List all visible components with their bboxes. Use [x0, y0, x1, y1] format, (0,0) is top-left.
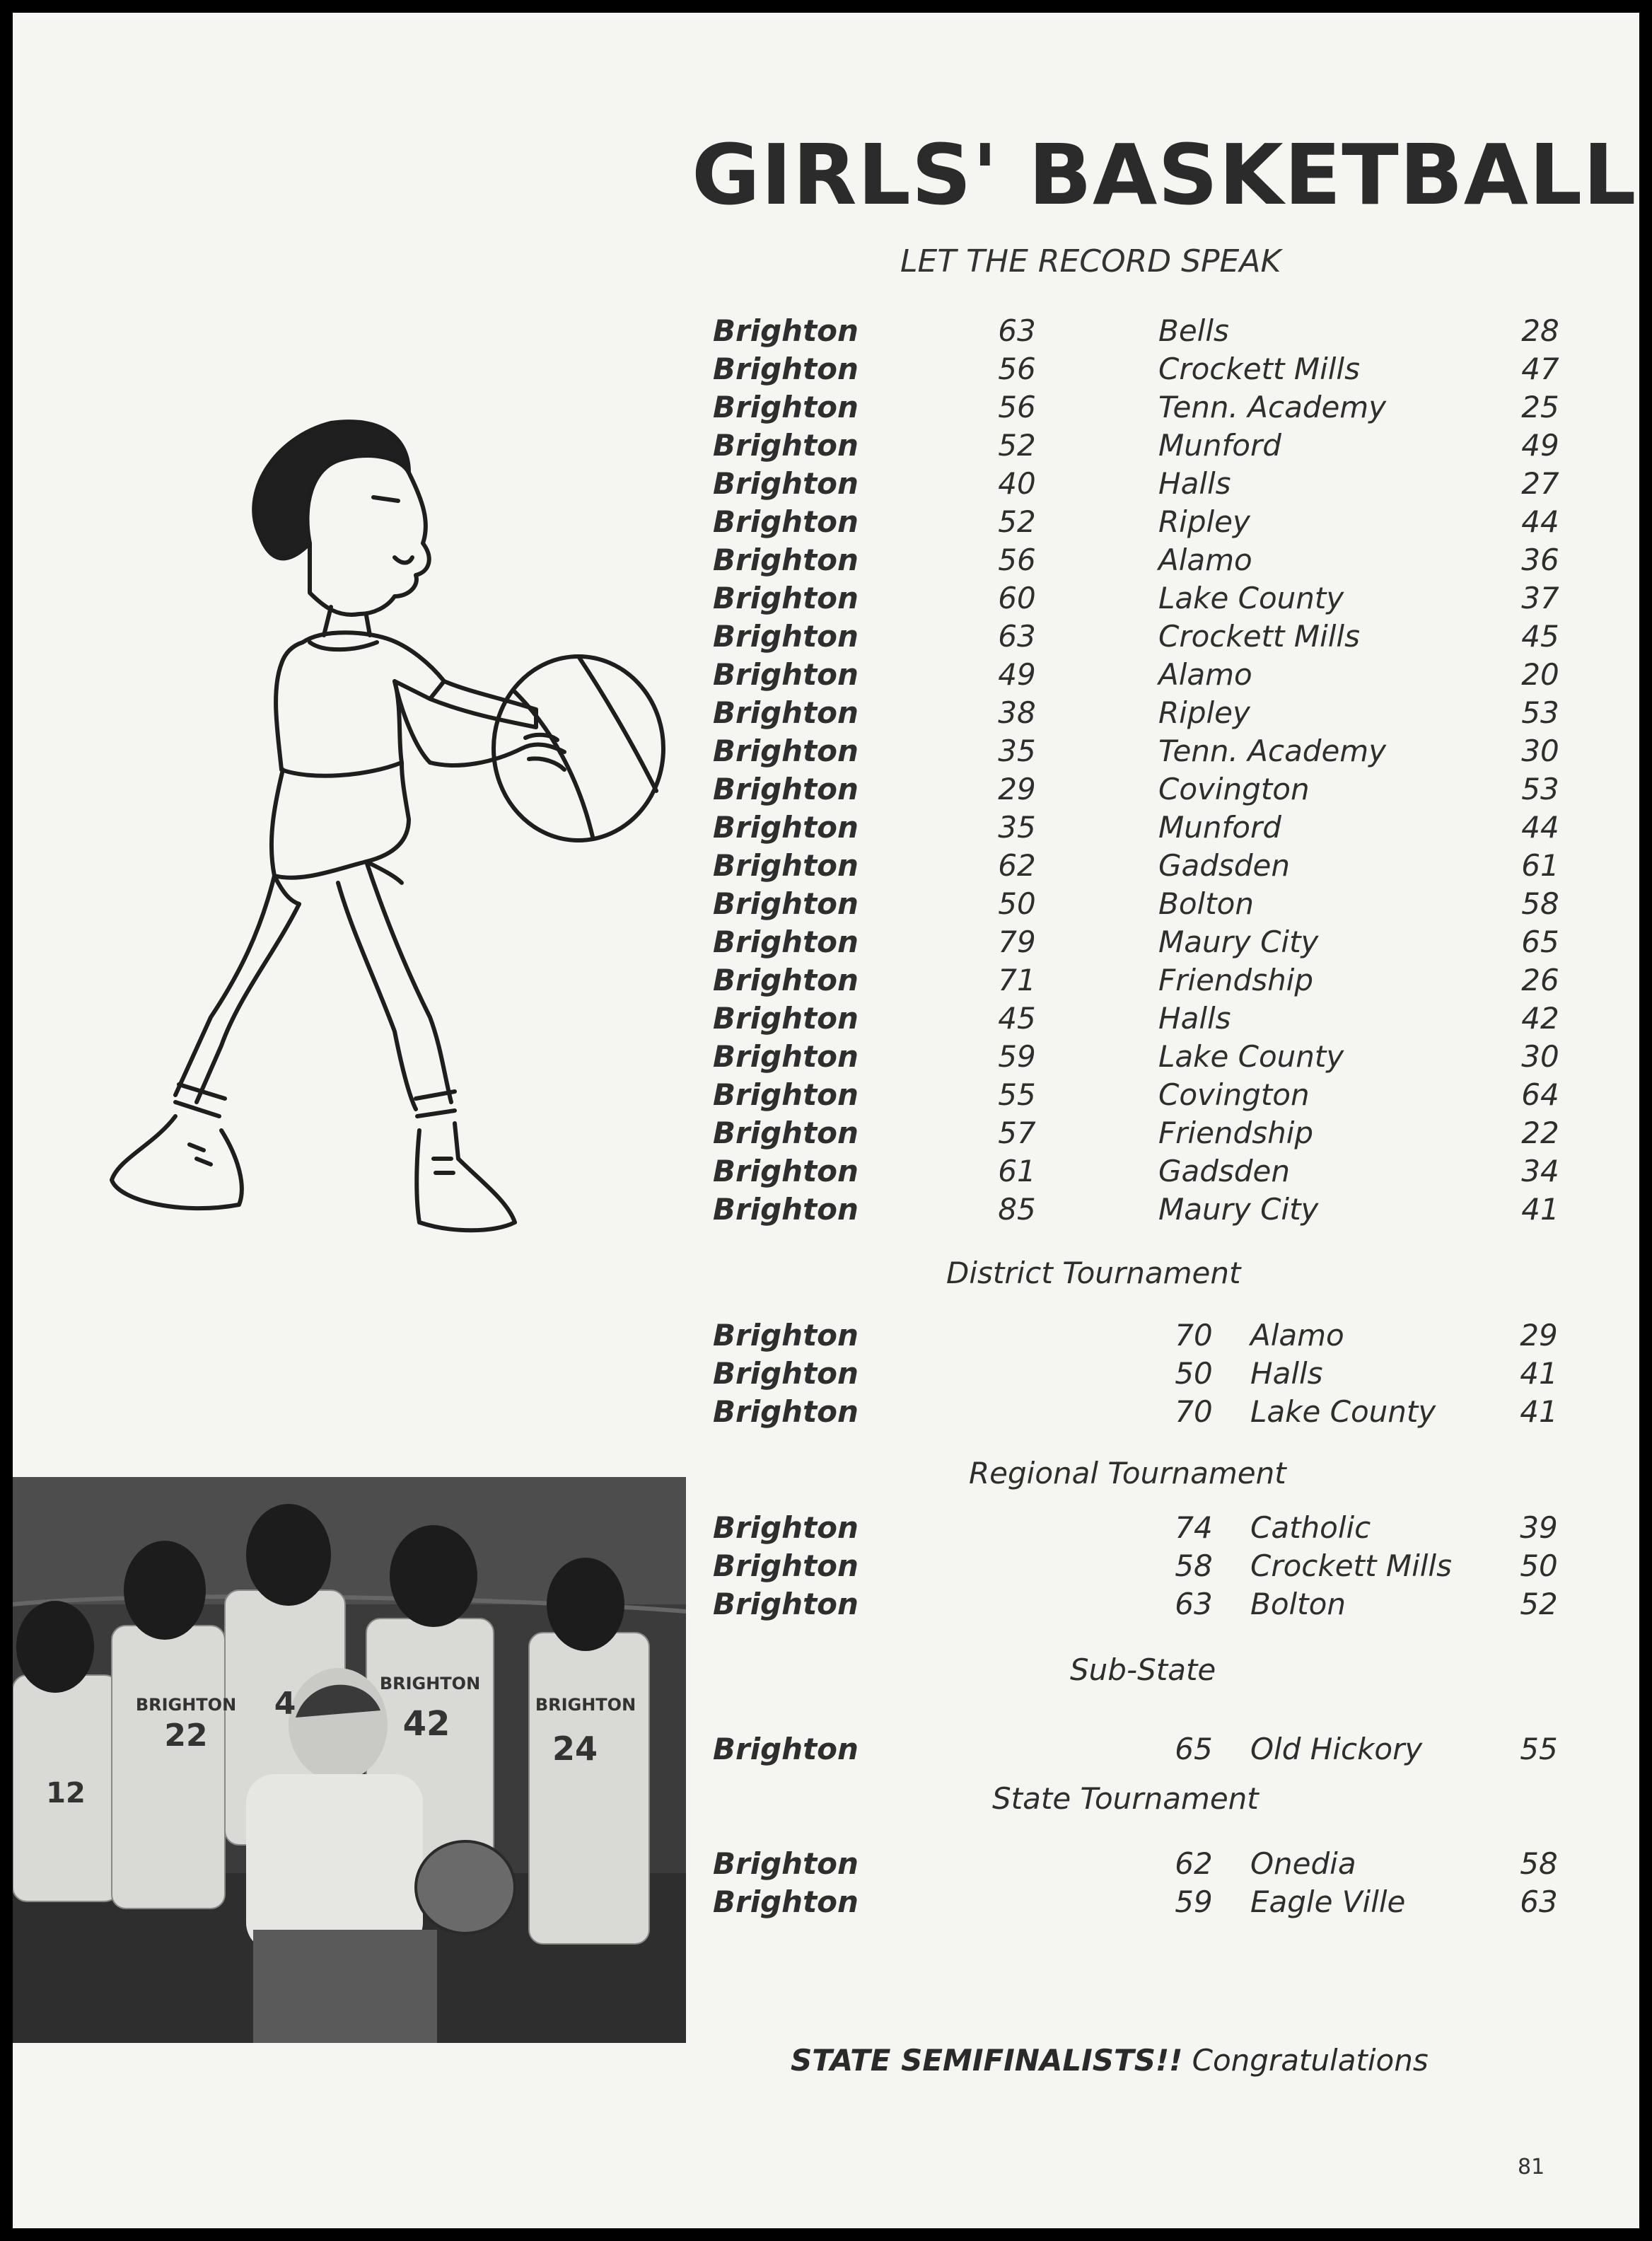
jersey-number: 24 [552, 1730, 598, 1768]
opponent-score: 25 [1521, 390, 1559, 424]
opponent-score: 65 [1521, 925, 1559, 959]
team-name: Brighton [713, 1318, 859, 1353]
regional-tournament-heading: Regional Tournament [969, 1456, 1286, 1490]
team-score: 55 [998, 1077, 1036, 1112]
team-score: 71 [998, 963, 1036, 997]
opponent-score: 42 [1521, 1001, 1559, 1036]
basketball-player-drawing [98, 395, 677, 1300]
team-score: 74 [1175, 1510, 1213, 1545]
team-name: Brighton [713, 734, 859, 768]
team-name: Brighton [713, 428, 859, 463]
team-name: Brighton [713, 543, 859, 577]
opponent-name: Maury City [1158, 1192, 1319, 1227]
opponent-score: 30 [1521, 734, 1559, 768]
opponent-score: 58 [1521, 886, 1559, 921]
team-score: 56 [998, 352, 1036, 386]
opponent-name: Crockett Mills [1158, 619, 1360, 654]
opponent-score: 41 [1520, 1356, 1558, 1391]
team-name: Brighton [713, 352, 859, 386]
opponent-score: 37 [1521, 581, 1559, 615]
opponent-name: Halls [1158, 466, 1231, 501]
team-name: Brighton [713, 619, 859, 654]
team-name: Brighton [713, 581, 859, 615]
team-score: 56 [998, 543, 1036, 577]
team-name: Brighton [713, 1077, 859, 1112]
opponent-name: Lake County [1158, 1039, 1344, 1074]
jersey-number: 12 [46, 1777, 86, 1809]
opponent-name: Onedia [1250, 1846, 1356, 1881]
congratulations-text: Congratulations [1192, 2043, 1429, 2078]
jersey-lettering: BRIGHTON [535, 1695, 636, 1715]
opponent-name: Lake County [1158, 581, 1344, 615]
team-name: Brighton [713, 1001, 859, 1036]
opponent-score: 52 [1520, 1587, 1558, 1621]
sub-state-heading: Sub-State [1070, 1652, 1216, 1687]
team-score: 35 [998, 734, 1036, 768]
team-score: 57 [998, 1116, 1036, 1150]
team-score: 60 [998, 581, 1036, 615]
opponent-score: 55 [1520, 1732, 1558, 1766]
team-score: 52 [998, 428, 1036, 463]
team-name: Brighton [713, 1548, 859, 1583]
team-score: 63 [1175, 1587, 1213, 1621]
team-name: Brighton [713, 504, 859, 539]
team-score: 40 [998, 466, 1036, 501]
team-score: 35 [998, 810, 1036, 845]
opponent-score: 20 [1521, 657, 1559, 692]
team-score: 63 [998, 619, 1036, 654]
state-tournament-heading: State Tournament [992, 1781, 1259, 1816]
opponent-name: Tenn. Academy [1158, 390, 1387, 424]
opponent-name: Crockett Mills [1158, 352, 1360, 386]
team-name: Brighton [713, 848, 859, 883]
team-name: Brighton [713, 313, 859, 348]
team-score: 50 [998, 886, 1036, 921]
team-score: 85 [998, 1192, 1036, 1227]
team-score: 62 [998, 848, 1036, 883]
team-score: 65 [1175, 1732, 1213, 1766]
opponent-score: 47 [1521, 352, 1559, 386]
opponent-score: 34 [1521, 1154, 1559, 1188]
team-name: Brighton [713, 1356, 859, 1391]
opponent-name: Eagle Ville [1250, 1884, 1406, 1919]
opponent-score: 44 [1521, 504, 1559, 539]
team-score: 63 [998, 313, 1036, 348]
opponent-name: Bolton [1250, 1587, 1346, 1621]
opponent-score: 45 [1521, 619, 1559, 654]
opponent-name: Covington [1158, 772, 1310, 806]
opponent-score: 63 [1520, 1884, 1558, 1919]
team-score: 45 [998, 1001, 1036, 1036]
team-name: Brighton [713, 1884, 859, 1919]
team-score: 49 [998, 657, 1036, 692]
opponent-name: Bolton [1158, 886, 1254, 921]
opponent-score: 58 [1520, 1846, 1558, 1881]
team-score: 62 [1175, 1846, 1213, 1881]
team-name: Brighton [713, 1116, 859, 1150]
opponent-score: 61 [1521, 848, 1559, 883]
opponent-name: Lake County [1250, 1394, 1436, 1429]
team-score: 58 [1175, 1548, 1213, 1583]
page-title: GIRLS' BASKETBALL [692, 126, 1637, 224]
opponent-score: 44 [1521, 810, 1559, 845]
team-name: Brighton [713, 1846, 859, 1881]
opponent-score: 41 [1520, 1394, 1558, 1429]
opponent-score: 41 [1521, 1192, 1559, 1227]
jersey-lettering: BRIGHTON [379, 1674, 481, 1693]
yearbook-page [13, 13, 1639, 2228]
team-name: Brighton [713, 925, 859, 959]
opponent-score: 50 [1520, 1548, 1558, 1583]
team-name: Brighton [713, 1039, 859, 1074]
team-score: 29 [998, 772, 1036, 806]
jersey-lettering: BRIGHTON [135, 1695, 237, 1715]
team-photo [13, 1477, 686, 2043]
team-score: 38 [998, 695, 1036, 730]
opponent-name: Crockett Mills [1250, 1548, 1452, 1583]
opponent-score: 26 [1521, 963, 1559, 997]
semifinalists-text: STATE SEMIFINALISTS!! [791, 2043, 1183, 2078]
opponent-score: 27 [1521, 466, 1559, 501]
opponent-score: 64 [1521, 1077, 1559, 1112]
opponent-score: 53 [1521, 772, 1559, 806]
district-tournament-heading: District Tournament [946, 1256, 1241, 1290]
team-score: 56 [998, 390, 1036, 424]
team-name: Brighton [713, 695, 859, 730]
team-score: 70 [1175, 1394, 1213, 1429]
opponent-name: Tenn. Academy [1158, 734, 1387, 768]
opponent-score: 29 [1520, 1318, 1558, 1353]
opponent-name: Covington [1158, 1077, 1310, 1112]
opponent-name: Old Hickory [1250, 1732, 1423, 1766]
opponent-score: 53 [1521, 695, 1559, 730]
team-score: 52 [998, 504, 1036, 539]
team-score: 61 [998, 1154, 1036, 1188]
page-subtitle: LET THE RECORD SPEAK [900, 243, 1281, 279]
opponent-score: 22 [1521, 1116, 1559, 1150]
opponent-name: Maury City [1158, 925, 1319, 959]
opponent-score: 49 [1521, 428, 1559, 463]
opponent-name: Friendship [1158, 1116, 1314, 1150]
opponent-score: 28 [1521, 313, 1559, 348]
team-score: 59 [1175, 1884, 1213, 1919]
team-score: 50 [1175, 1356, 1213, 1391]
opponent-score: 39 [1520, 1510, 1558, 1545]
opponent-name: Gadsden [1158, 1154, 1290, 1188]
opponent-name: Catholic [1250, 1510, 1371, 1545]
team-name: Brighton [713, 390, 859, 424]
team-score: 59 [998, 1039, 1036, 1074]
jersey-number: 42 [402, 1704, 450, 1744]
opponent-name: Alamo [1158, 657, 1252, 692]
opponent-name: Halls [1250, 1356, 1323, 1391]
team-name: Brighton [713, 1394, 859, 1429]
opponent-name: Bells [1158, 313, 1229, 348]
team-score: 70 [1175, 1318, 1213, 1353]
team-name: Brighton [713, 1510, 859, 1545]
team-name: Brighton [713, 466, 859, 501]
team-name: Brighton [713, 810, 859, 845]
team-name: Brighton [713, 772, 859, 806]
team-name: Brighton [713, 1192, 859, 1227]
page-number: 81 [1518, 2155, 1545, 2179]
opponent-score: 30 [1521, 1039, 1559, 1074]
team-name: Brighton [713, 886, 859, 921]
opponent-name: Ripley [1158, 695, 1250, 730]
jersey-number: 22 [164, 1718, 208, 1754]
opponent-score: 36 [1521, 543, 1559, 577]
opponent-name: Munford [1158, 810, 1281, 845]
team-name: Brighton [713, 1732, 859, 1766]
opponent-name: Gadsden [1158, 848, 1290, 883]
team-name: Brighton [713, 657, 859, 692]
opponent-name: Friendship [1158, 963, 1314, 997]
team-name: Brighton [713, 1154, 859, 1188]
opponent-name: Halls [1158, 1001, 1231, 1036]
team-name: Brighton [713, 1587, 859, 1621]
opponent-name: Munford [1158, 428, 1281, 463]
opponent-name: Alamo [1158, 543, 1252, 577]
congratulations-banner [791, 2043, 1429, 2078]
team-score: 79 [998, 925, 1036, 959]
jersey-number: 4 [274, 1686, 296, 1722]
team-name: Brighton [713, 963, 859, 997]
opponent-name: Ripley [1158, 504, 1250, 539]
opponent-name: Alamo [1250, 1318, 1344, 1353]
